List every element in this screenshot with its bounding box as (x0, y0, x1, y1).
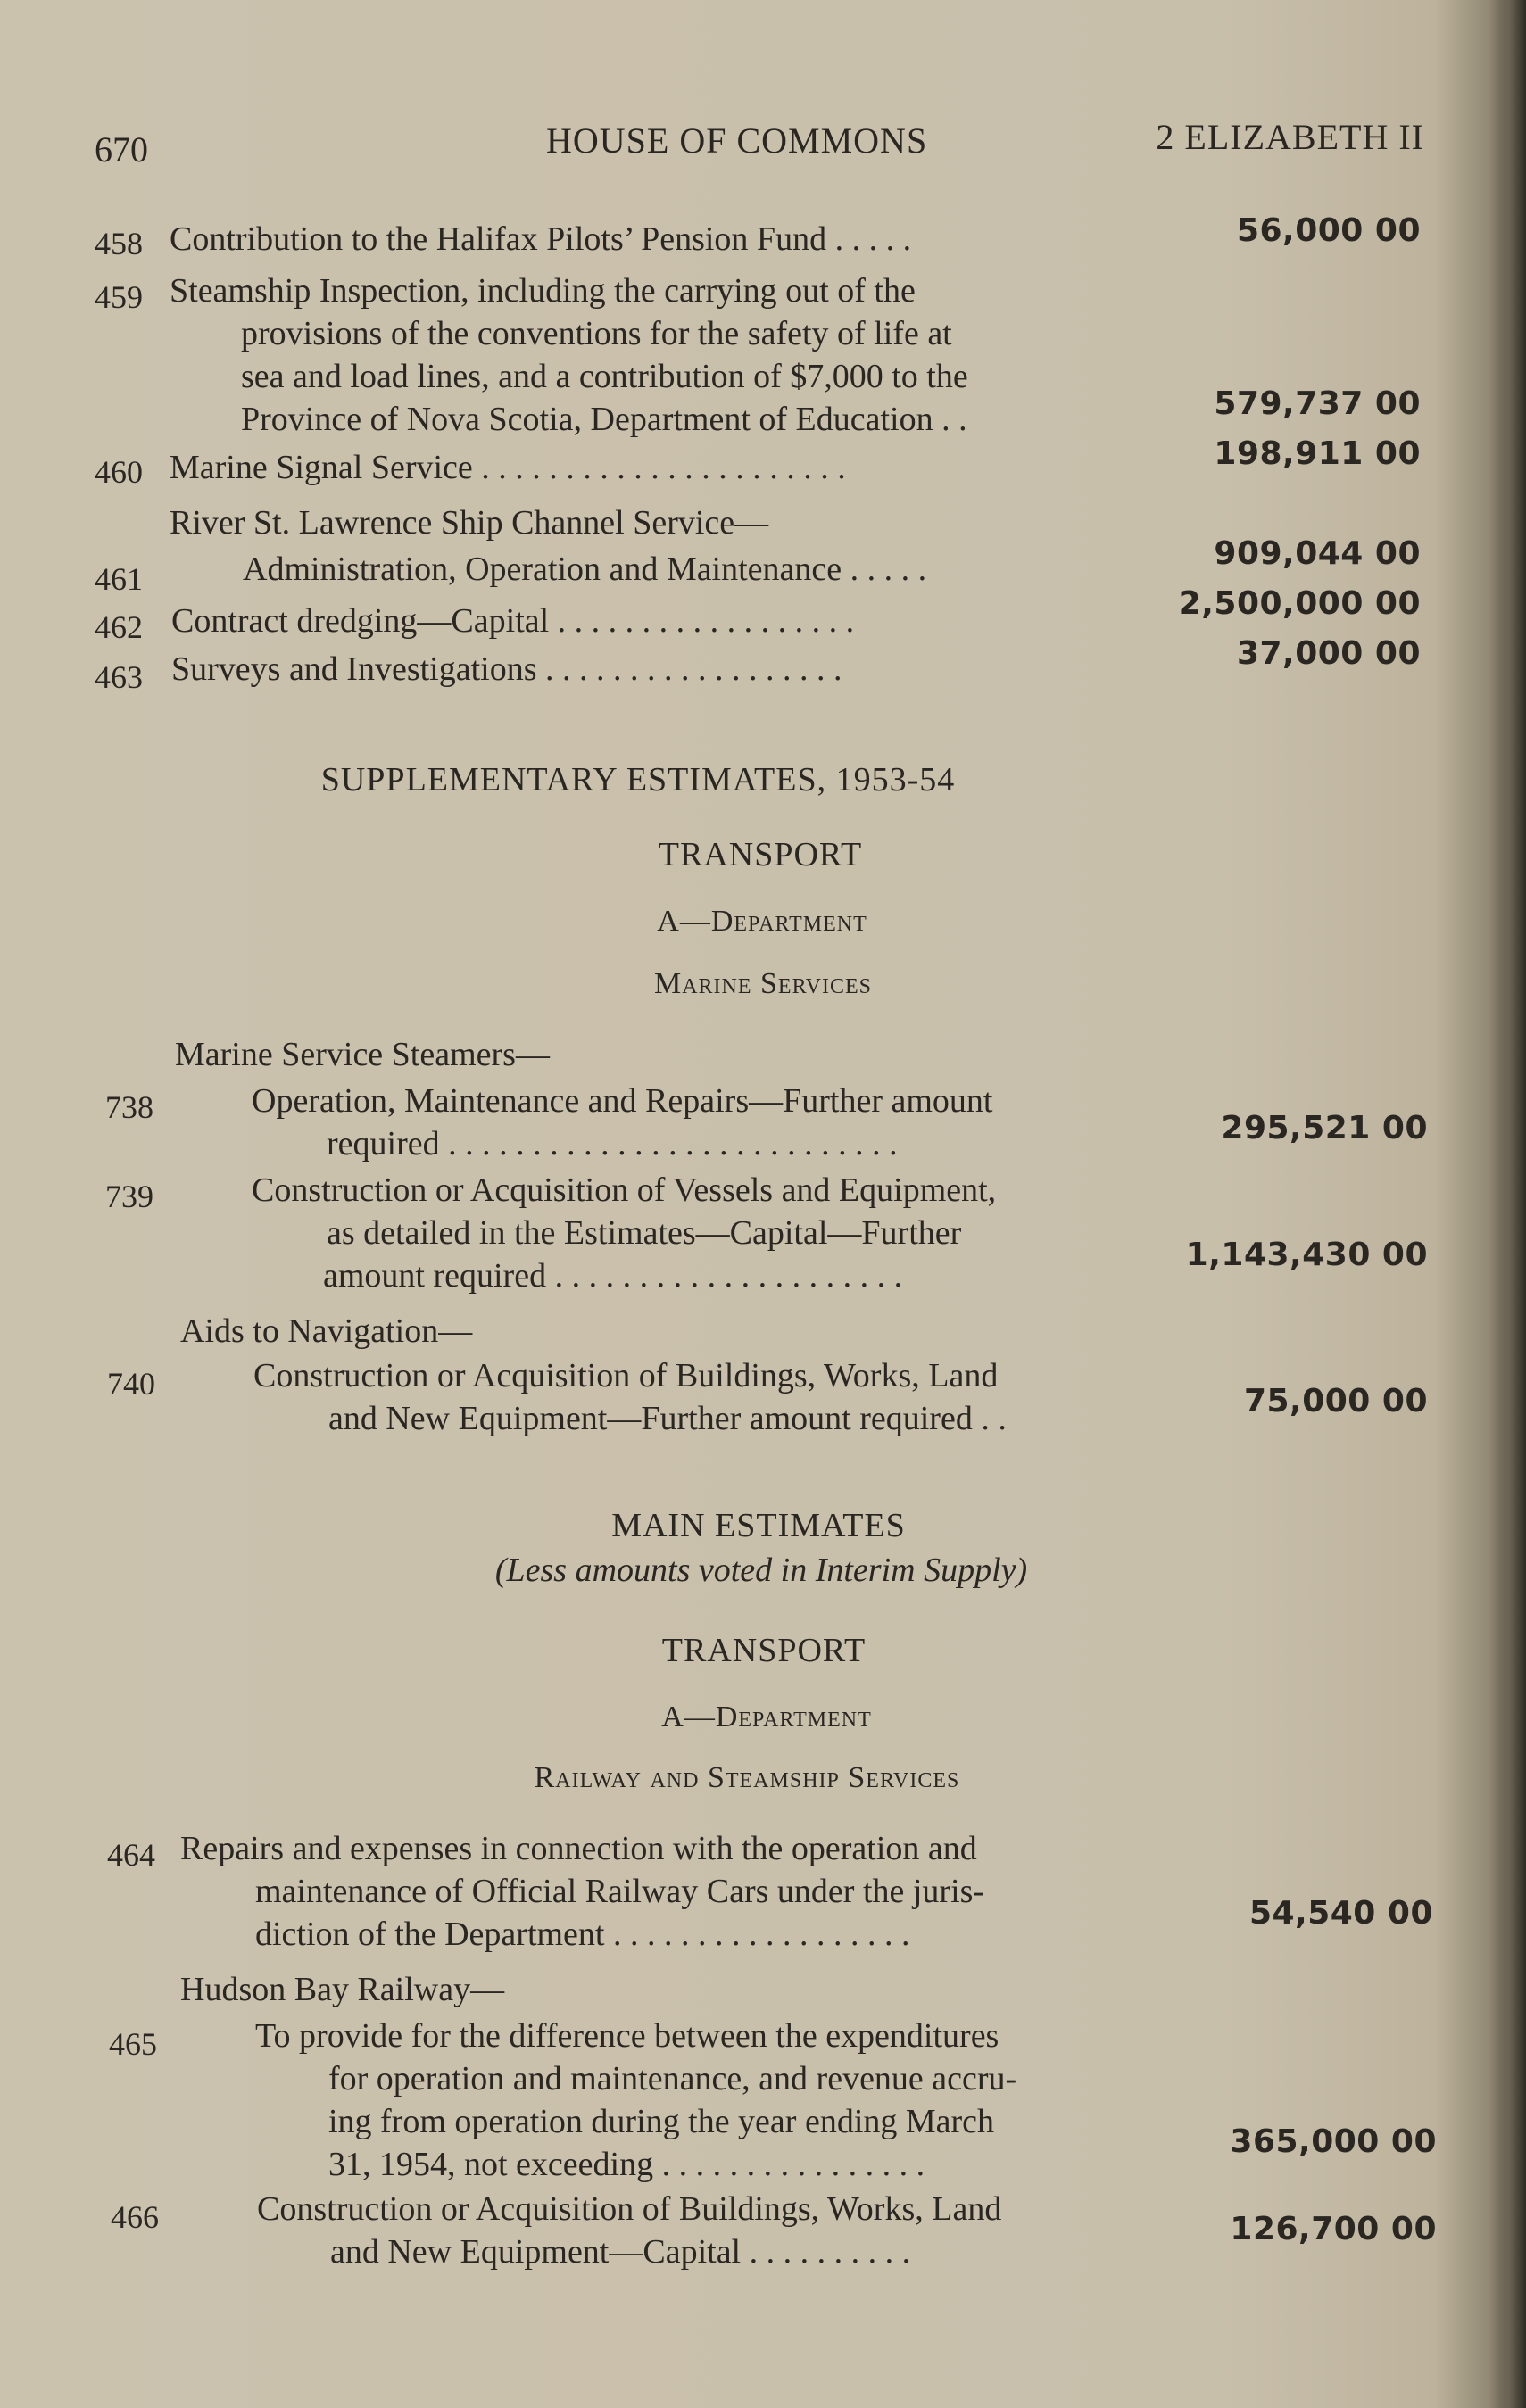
main-estimates-note: (Less amounts voted in Interim Supply) (494, 1552, 1028, 1589)
supplementary-estimates-title: SUPPLEMENTARY ESTIMATES, 1953-54 (320, 761, 956, 799)
item-amount-462: 2,500,000 00 (1178, 585, 1421, 622)
book-spine-shadow (1489, 0, 1526, 2408)
item-text-466-line1: Construction or Acquisition of Buildings, Works, Land (257, 2190, 1002, 2228)
item-text-460: Marine Signal Service . . . . . . . . . . . . . . . . . . . . . . (170, 449, 846, 486)
item-text-465-line1: To provide for the difference between the expenditures (255, 2017, 999, 2055)
item-text-461: Administration, Operation and Maintenance . . . . . (243, 550, 927, 588)
main-section-railway-steamship: Railway and Steamship Services (534, 1761, 960, 1794)
item-amount-458: 56,000 00 (1236, 212, 1421, 249)
item-amount-740: 75,000 00 (1243, 1383, 1428, 1419)
supp-section-marine-services: Marine Services (653, 967, 873, 1000)
item-amount-461: 909,044 00 (1214, 535, 1421, 572)
item-amount-460: 198,911 00 (1214, 435, 1421, 472)
supp-subheading-department: A—Department (657, 905, 867, 938)
item-number-465: 465 (109, 2026, 157, 2062)
item-text-459-line4: Province of Nova Scotia, Department of Education . . (241, 401, 967, 438)
item-text-740-line2: and New Equipment—Further amount required . . (328, 1400, 1007, 1437)
main-estimates-title: MAIN ESTIMATES (611, 1507, 906, 1544)
group-hudson-bay-railway: Hudson Bay Railway— (180, 1971, 505, 2008)
header-regnal-year: 2 ELIZABETH II (1156, 117, 1424, 157)
item-text-458: Contribution to the Halifax Pilots’ Pension Fund . . . . . (170, 220, 912, 258)
item-number-462: 462 (95, 609, 143, 645)
item-text-465-line2: for operation and maintenance, and revenue accru- (328, 2060, 1017, 2098)
page-header (95, 116, 1424, 170)
item-text-459-line3: sea and load lines, and a contribution of $7,000 to the (241, 358, 968, 395)
item-amount-738: 295,521 00 (1221, 1110, 1428, 1146)
item-number-460: 460 (95, 454, 143, 490)
item-text-464-line1: Repairs and expenses in connection with the operation and (180, 1830, 977, 1867)
group-marine-service-steamers: Marine Service Steamers— (175, 1036, 550, 1073)
item-amount-464: 54,540 00 (1248, 1895, 1433, 1932)
item-number-459: 459 (95, 279, 143, 315)
item-number-466: 466 (111, 2199, 159, 2235)
item-text-738-line2: required . . . . . . . . . . . . . . . . . . . . . . . . . . . (327, 1125, 898, 1163)
group-aids-to-navigation: Aids to Navigation— (180, 1312, 473, 1350)
item-amount-463: 37,000 00 (1236, 635, 1421, 672)
item-text-459-line2: provisions of the conventions for the safety of life at (241, 315, 952, 352)
item-text-739-line3: amount required . . . . . . . . . . . . . . . . . . . . . (323, 1257, 903, 1295)
item-text-464-line3: diction of the Department . . . . . . . . . . . . . . . . . . (255, 1916, 910, 1953)
item-amount-459: 579,737 00 (1214, 385, 1421, 422)
item-text-464-line2: maintenance of Official Railway Cars under the juris- (255, 1873, 985, 1910)
item-text-740-line1: Construction or Acquisition of Buildings, Works, Land (253, 1357, 999, 1394)
item-text-462: Contract dredging—Capital . . . . . . . . . . . . . . . . . . (171, 602, 855, 640)
item-number-740: 740 (107, 1366, 155, 1402)
supp-department-title: TRANSPORT (658, 836, 863, 873)
item-number-739: 739 (105, 1179, 153, 1214)
page-number: 670 (95, 129, 148, 170)
header-title: HOUSE OF COMMONS (546, 120, 928, 161)
item-text-465-line3: ing from operation during the year ending March (328, 2103, 995, 2140)
item-amount-466: 126,700 00 (1230, 2211, 1437, 2247)
item-number-738: 738 (105, 1089, 153, 1125)
item-number-463: 463 (95, 659, 143, 695)
item-amount-739: 1,143,430 00 (1185, 1237, 1428, 1273)
item-text-459-line1: Steamship Inspection, including the carrying out of the (170, 272, 916, 310)
item-number-464: 464 (107, 1837, 155, 1873)
item-text-463: Surveys and Investigations . . . . . . . . . . . . . . . . . . (171, 650, 842, 688)
item-text-738-line1: Operation, Maintenance and Repairs—Further amount (252, 1082, 993, 1120)
item-number-458: 458 (95, 226, 143, 261)
item-text-739-line2: as detailed in the Estimates—Capital—Further (327, 1214, 962, 1252)
main-subheading-department: A—Department (661, 1700, 872, 1734)
subhead-river-st-lawrence: River St. Lawrence Ship Channel Service— (170, 504, 769, 542)
item-amount-465: 365,000 00 (1230, 2123, 1437, 2160)
main-department-title: TRANSPORT (661, 1632, 867, 1669)
item-text-739-line1: Construction or Acquisition of Vessels and Equipment, (252, 1171, 997, 1209)
item-text-465-line4: 31, 1954, not exceeding . . . . . . . . . . . . . . . . (328, 2146, 925, 2183)
item-number-461: 461 (95, 561, 143, 597)
item-text-466-line2: and New Equipment—Capital . . . . . . . . . . (330, 2233, 911, 2271)
